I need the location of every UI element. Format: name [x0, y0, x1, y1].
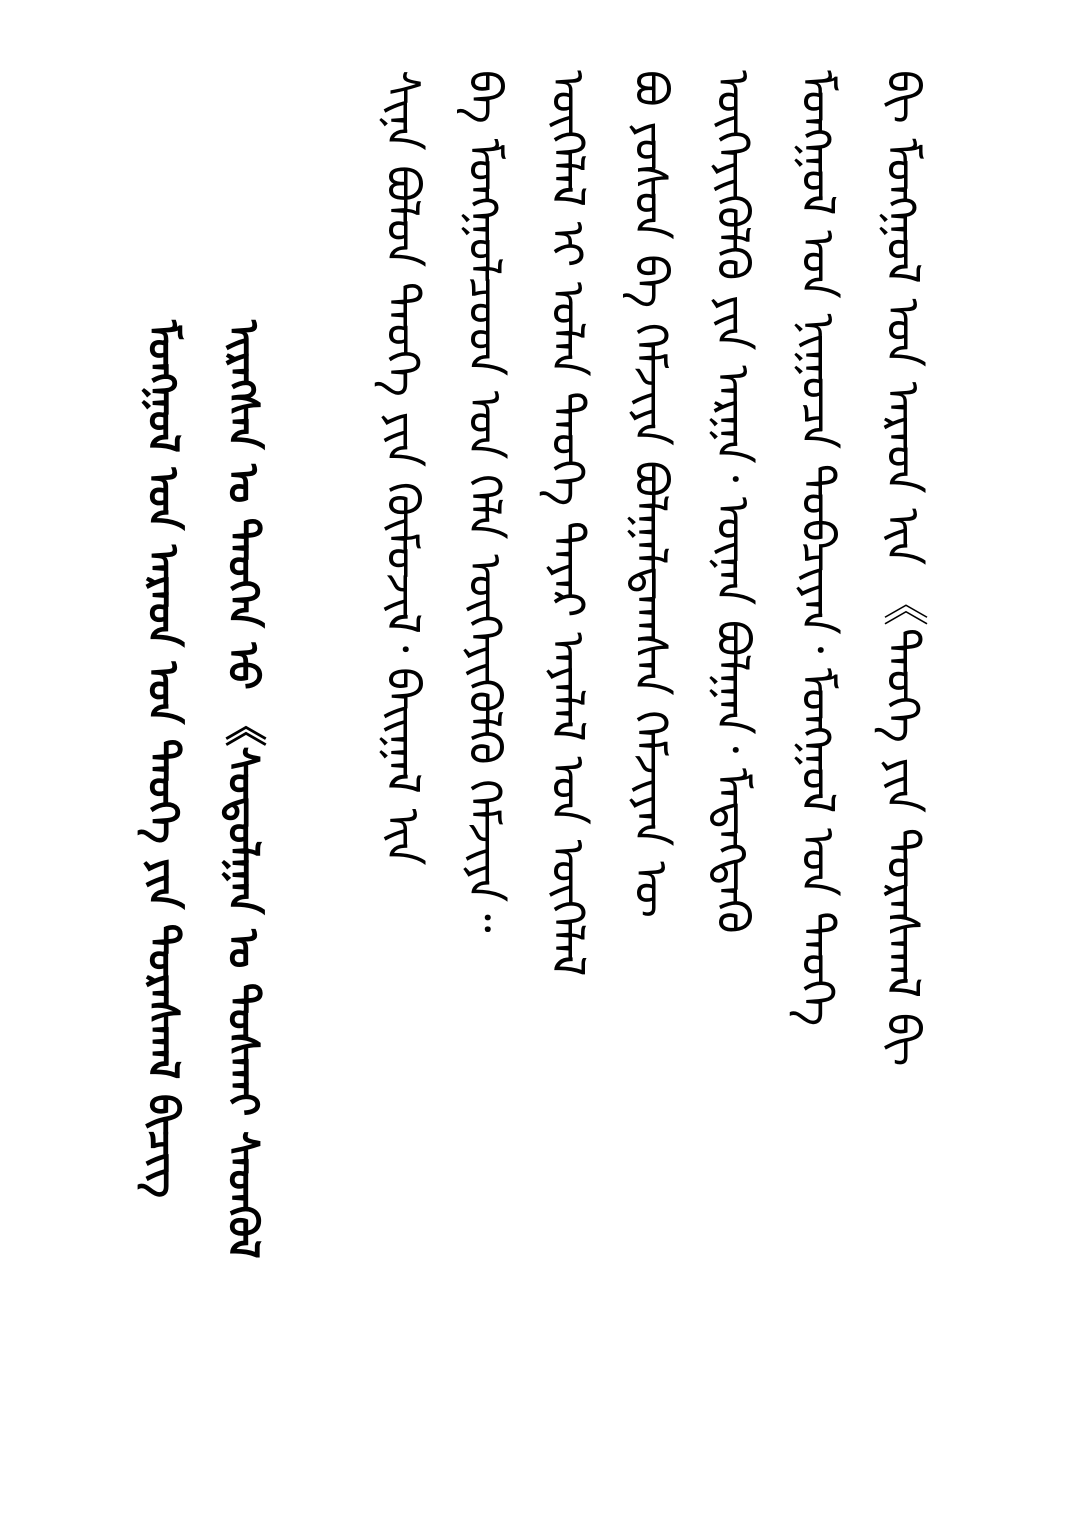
- source-citation-line-2: ᠮᠣᠩᠭᠣᠯ ᠤᠨ ᠠᠷᠠᠳ ᠤᠨ ᠲᠡᠦᠬᠡ ᠶᠢᠨ ᠳᠤᠷᠠᠰᠬᠠᠯ ᠪᠢᠴᠢᠭ: [139, 320, 188, 1198]
- source-citation-line-1: ᠢᠷᠡᠭᠰᠡᠨ ᠤ ᠲᠡᠦᠬᠡᠨ ᠦ᠋ 《ᠰᠤᠳᠤᠯᠭᠠᠨ ᠤ ᠲᠤᠰᠬᠠᠢ ᠰᠡᠳᠬᠦᠯ: [219, 320, 268, 1259]
- body-text-column-5: ᠦᠭᠡᠯᠡᠯ ᠢ ᠣᠯᠠᠨ ᠲᠡᠦᠬᠡ ᠳᠠᠶᠠᠷ ᠠᠶᠠᠯᠠᠯ ᠤᠨ ᠦᠭᠡᠯᠡᠯ: [541, 70, 595, 977]
- body-text-column-2: ᠮᠣᠩᠭᠣᠯ ᠤᠨ ᠨᠢᠭᠤᠴᠠ ᠲᠣᠪᠴᠢᠶᠠᠨ᠂ ᠮᠣᠩᠭᠣᠯ ᠤᠨ ᠲᠡᠦᠬᠡ: [791, 70, 845, 1027]
- body-text-column-6: ᠪᠡ ᠮᠣᠩᠭᠣᠯᠴᠤᠳ ᠤᠨ ᠬᠡᠯᠡ ᠦᠭᠡᠶᠢᠭᠦᠯᠬᠦ ᠬᠡᠮᠵᠢᠶᠡ᠃: [458, 70, 512, 933]
- body-text-column-4: ᠪᠣ ᠶᠣᠰᠣᠨ ᠪᠠ ᠬᠡᠮᠵᠢᠶᠡ ᠪᠣᠯᠭᠠᠯᠳᠠᠭᠰᠠᠨ ᠬᠡᠮᠵᠢᠶᠡᠨ ᠦ: [624, 70, 678, 918]
- body-text-column-1: ᠪᠢ ᠮᠣᠩᠭᠣᠯ ᠤᠨ ᠠᠷᠠᠳ ᠢᠨ 《ᠲᠡᠦᠬᠡ ᠶᠢᠨ ᠳᠤᠷᠠᠰᠬᠠᠯ ᠪᠢ: [876, 70, 930, 1067]
- body-text-column-7: ᠰᠢᠨᠡ ᠪᠣᠯᠣᠨ ᠲᠡᠦᠬᠡ ᠶᠢᠨ ᠬᠦᠮᠦᠵᠢᠯ᠂ ᠪᠠᠢᠭᠠᠯ ᠢᠨ: [376, 70, 430, 866]
- body-text-column-3: ᠦᠭᠡᠶᠢᠭᠦᠯᠬᠦ ᠶᠢᠨ ᠠᠷᠭᠠ᠂ ᠦᠨᠡᠨ ᠪᠣᠯᠭᠠᠨ᠂ ᠮᠡᠳᠡᠭᠳᠡᠬᠦ: [706, 70, 760, 934]
